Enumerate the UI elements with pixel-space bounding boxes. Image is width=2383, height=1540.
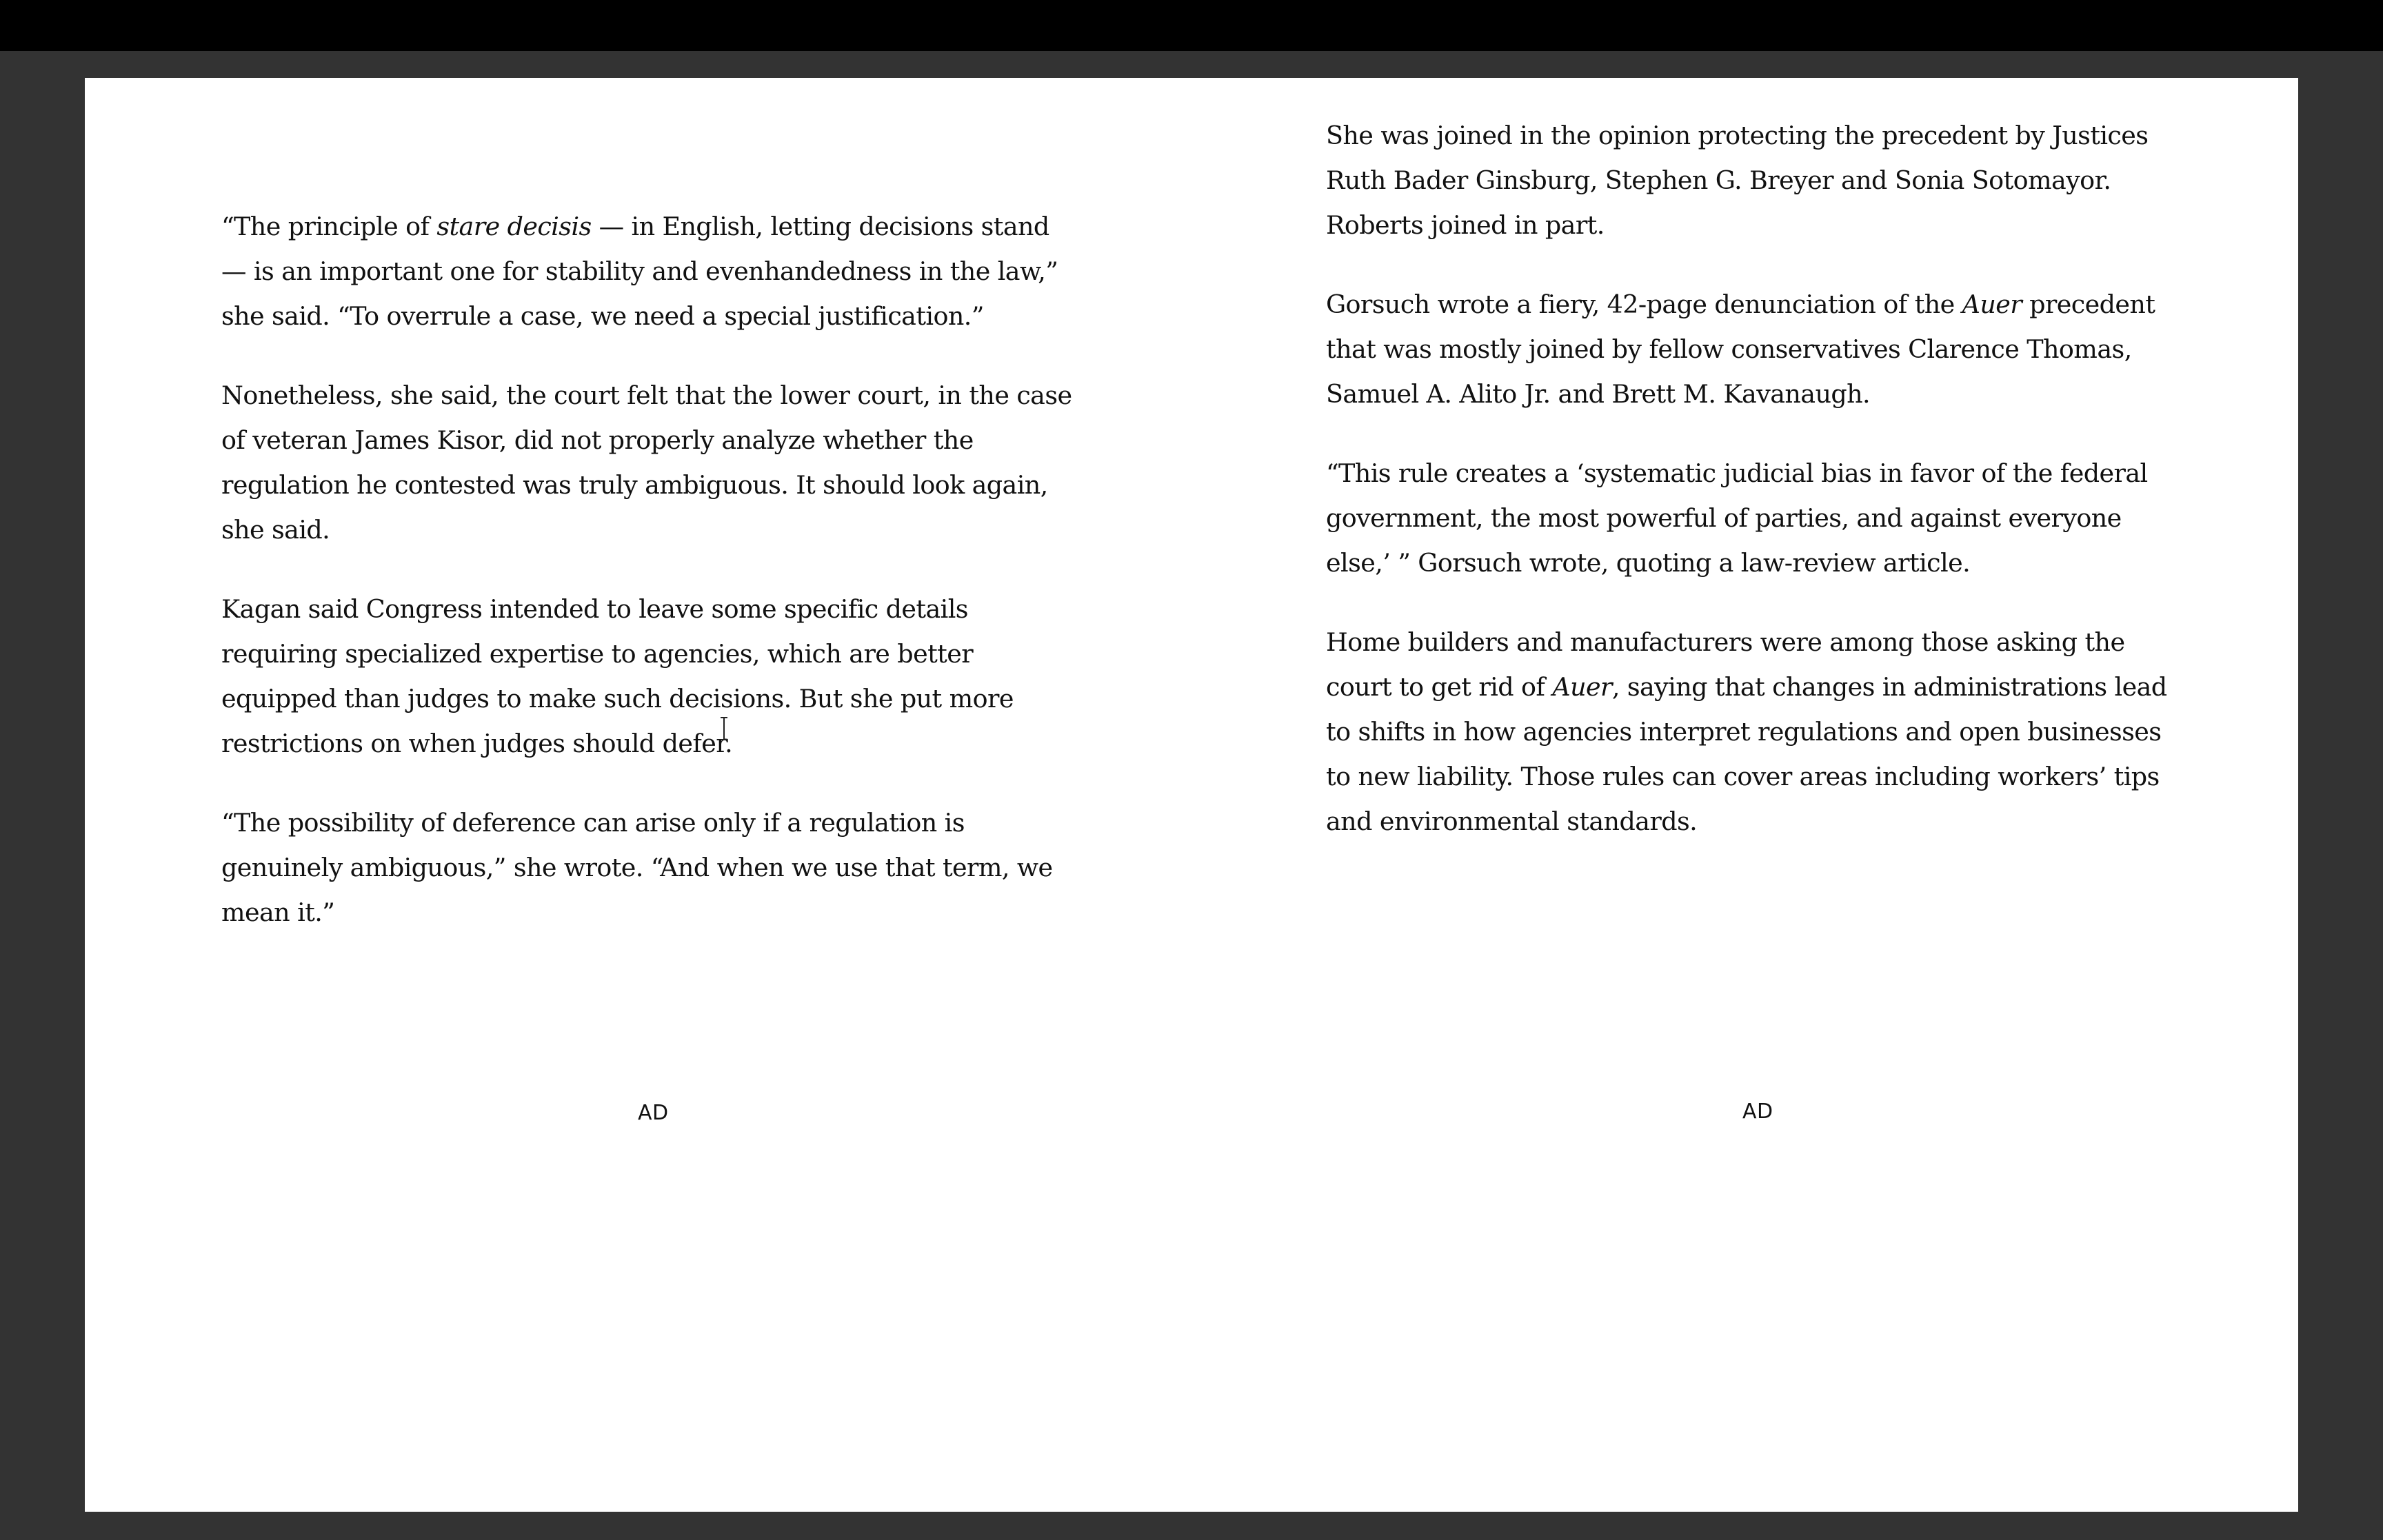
top-black-bar — [0, 0, 2383, 51]
paragraph-text: Home builders and manufacturers were among those asking the court to get rid of — [1326, 627, 2125, 702]
paragraph-text: , saying that changes in administrations lead to shifts in how agencies interpret regulations and open businesses to new liability. Those rules can cover areas including workers’ tips and environmental standards. — [1326, 672, 2167, 836]
paragraph-kisor: Nonetheless, she said, the court felt that the lower court, in the case of veteran James Kisor, did not properly analyze whether the regulation he contested was truly ambiguous. It should look again, she said. — [221, 381, 1072, 545]
right-page-column — [1326, 113, 2181, 878]
book-spread-page — [85, 78, 2298, 1512]
italic-term: stare decisis — [436, 212, 592, 241]
paragraph-text: “The principle of — [221, 212, 437, 241]
paragraph-kagan: Kagan said Congress intended to leave some specific details requiring specialized expertise to agencies, which are better equipped than judges to make such decisions. But she put more restrictions on when judges should defer. — [221, 594, 1014, 758]
paragraph-deference: “The possibility of deference can arise only if a regulation is genuinely ambiguous,” she wrote. “And when we use that term, we mean it.” — [221, 808, 1053, 927]
text-cursor-icon — [719, 717, 729, 740]
ad-label-right: AD — [1742, 1100, 1773, 1124]
paragraph-text: Gorsuch wrote a fiery, 42-page denunciation of the — [1326, 290, 1962, 319]
italic-term: Auer — [1962, 290, 2022, 319]
paragraph-gorsuch — [1326, 282, 2181, 416]
paragraph-home-builders — [1326, 620, 2181, 844]
ad-label-left: AD — [638, 1101, 669, 1125]
paragraph-judicial-bias: “This rule creates a ‘systematic judicial bias in favor of the federal government, the most powerful of parties, and against everyone else,’ ” Gorsuch wrote, quoting a law-review article. — [1326, 458, 2148, 578]
paragraph-joined: She was joined in the opinion protecting the precedent by Justices Ruth Bader Ginsburg, Stephen G. Breyer and Sonia Sotomayor. Roberts joined in part. — [1326, 121, 2149, 240]
paragraph-stare-decisis — [221, 204, 1076, 338]
paragraph-text: precedent that was mostly joined by fellow conservatives Clarence Thomas, Samuel A. Alito Jr. and Brett M. Kavanaugh. — [1326, 290, 2155, 409]
paragraph-text: — in English, letting decisions stand — is an important one for stability and evenhandedness in the law,” she said. “To overrule a case, we need a special justification.” — [221, 212, 1058, 331]
italic-term: Auer — [1552, 672, 1612, 702]
left-page-column — [221, 204, 1076, 969]
